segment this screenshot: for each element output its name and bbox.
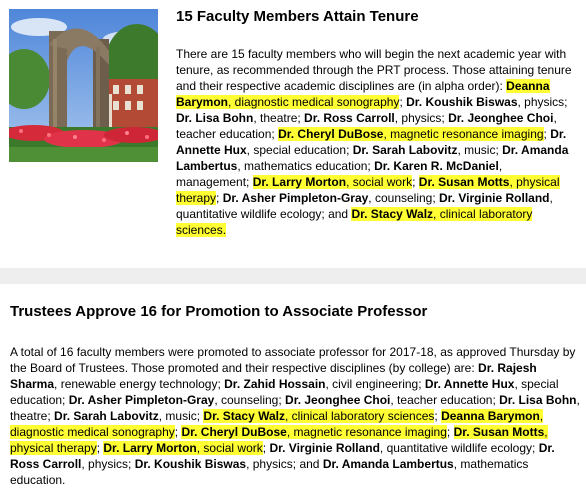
text-run: , music; (158, 409, 204, 423)
faculty-name: Dr. Virginie Rolland (269, 441, 380, 455)
faculty-name: Dr. Cheryl DuBose (278, 127, 384, 141)
text-run: , mathematics education; (237, 159, 375, 173)
text-run: ; (174, 425, 182, 439)
text-run: , mathematics education. (10, 457, 529, 487)
text-run: , counseling; (214, 393, 286, 407)
text-run: ; (262, 441, 270, 455)
text-run: , renewable energy technology; (54, 377, 225, 391)
text-run: ; (216, 191, 223, 205)
text-run: , physics; and (246, 457, 323, 471)
text-run: ; (446, 425, 454, 439)
text-run: ; (96, 441, 104, 455)
text-run: , theatre; (253, 111, 305, 125)
text-run: A total of 16 faculty members were promoted to associate professor for 2017-18, as approved Thursday by the Board of Trustees. Those promoted and their respective disciplines (by college) are: (10, 345, 576, 375)
text-run: , theatre; (10, 393, 580, 423)
text-run: , civil engineering; (325, 377, 425, 391)
text-run: ; (543, 127, 551, 141)
faculty-name: Dr. Stacy Walz (203, 409, 285, 423)
text-run: , counseling; (368, 191, 440, 205)
faculty-name: Dr. Lisa Bohn (499, 393, 577, 407)
text-run: , physical therapy (176, 175, 560, 205)
section-divider (0, 268, 586, 284)
faculty-name: Dr. Asher Pimpleton-Gray (222, 191, 369, 205)
faculty-name: Deanna Barymon (176, 79, 550, 109)
faculty-name: Dr. Sarah Labovitz (54, 409, 159, 423)
faculty-name: Dr. Cheryl DuBose (181, 425, 287, 439)
faculty-name: Dr. Stacy Walz (351, 207, 434, 221)
text-run: , diagnostic medical sonography (10, 409, 544, 439)
text-run: , quantitative wildlife ecology; and (176, 191, 553, 221)
faculty-name: Dr. Ross Carroll (304, 111, 395, 125)
text-run: , magnetic resonance imaging (286, 425, 447, 439)
faculty-name: Dr. Amanda Lambertus (322, 457, 454, 471)
faculty-name: Dr. Virginie Rolland (439, 191, 550, 205)
text-run: , clinical laboratory sciences. (176, 207, 533, 237)
faculty-name: Dr. Karen R. McDaniel (374, 159, 499, 173)
faculty-name: Dr. Ross Carroll (10, 441, 555, 471)
text-run: , physical therapy (10, 425, 548, 455)
faculty-name: Dr. Susan Motts (453, 425, 545, 439)
faculty-name: Dr. Koushik Biswas (134, 457, 247, 471)
article-1-title: 15 Faculty Members Attain Tenure (176, 8, 419, 25)
text-run: , teacher education; (176, 111, 557, 141)
faculty-name: Dr. Zahid Hossain (224, 377, 326, 391)
faculty-name: Deanna Barymon (441, 409, 540, 423)
faculty-name: Dr. Asher Pimpleton-Gray (68, 393, 215, 407)
text-run: ; (412, 175, 419, 189)
text-run: , music; (457, 143, 503, 157)
text-run: There are 15 faculty members who will begin the next academic year with tenure, as recommended through the PRT process. Those attaining tenure and their respective academic disciplines are (in alpha order): (176, 47, 572, 93)
text-run: , special education; (246, 143, 353, 157)
text-run: , teacher education; (390, 393, 500, 407)
text-run: , clinical laboratory sciences (285, 409, 435, 423)
faculty-name: Dr. Annette Hux (176, 127, 567, 157)
text-run: , management; (176, 159, 503, 189)
text-run: , physics; (81, 457, 135, 471)
article-2-title: Trustees Approve 16 for Promotion to Associate Professor (10, 303, 428, 320)
text-run: , quantitative wildlife ecology; (379, 441, 539, 455)
text-run: ; (434, 409, 442, 423)
article-1-paragraph (176, 46, 578, 238)
faculty-name: Dr. Lisa Bohn (176, 111, 254, 125)
faculty-name: Dr. Jeonghee Choi (285, 393, 391, 407)
article-2-paragraph (10, 344, 580, 488)
faculty-name: Dr. Amanda Lambertus (176, 143, 569, 173)
text-run: , social work (346, 175, 413, 189)
faculty-name: Dr. Larry Morton (103, 441, 197, 455)
faculty-name: Dr. Jeonghee Choi (448, 111, 554, 125)
text-run: , diagnostic medical sonography (228, 95, 400, 109)
faculty-name: Dr. Larry Morton (252, 175, 347, 189)
text-run: , physics; (394, 111, 449, 125)
text-run: , special education; (10, 377, 559, 407)
text-run: ; (399, 95, 407, 109)
text-run: , physics; (517, 95, 568, 109)
faculty-name: Dr. Sarah Labovitz (352, 143, 458, 157)
campus-arch-photo (9, 9, 158, 162)
faculty-name: Dr. Susan Motts (418, 175, 510, 189)
text-run: , social work (196, 441, 263, 455)
faculty-name: Dr. Koushik Biswas (406, 95, 518, 109)
faculty-name: Dr. Annette Hux (424, 377, 515, 391)
text-run: , magnetic resonance imaging (383, 127, 544, 141)
faculty-name: Dr. Rajesh Sharma (10, 361, 537, 391)
